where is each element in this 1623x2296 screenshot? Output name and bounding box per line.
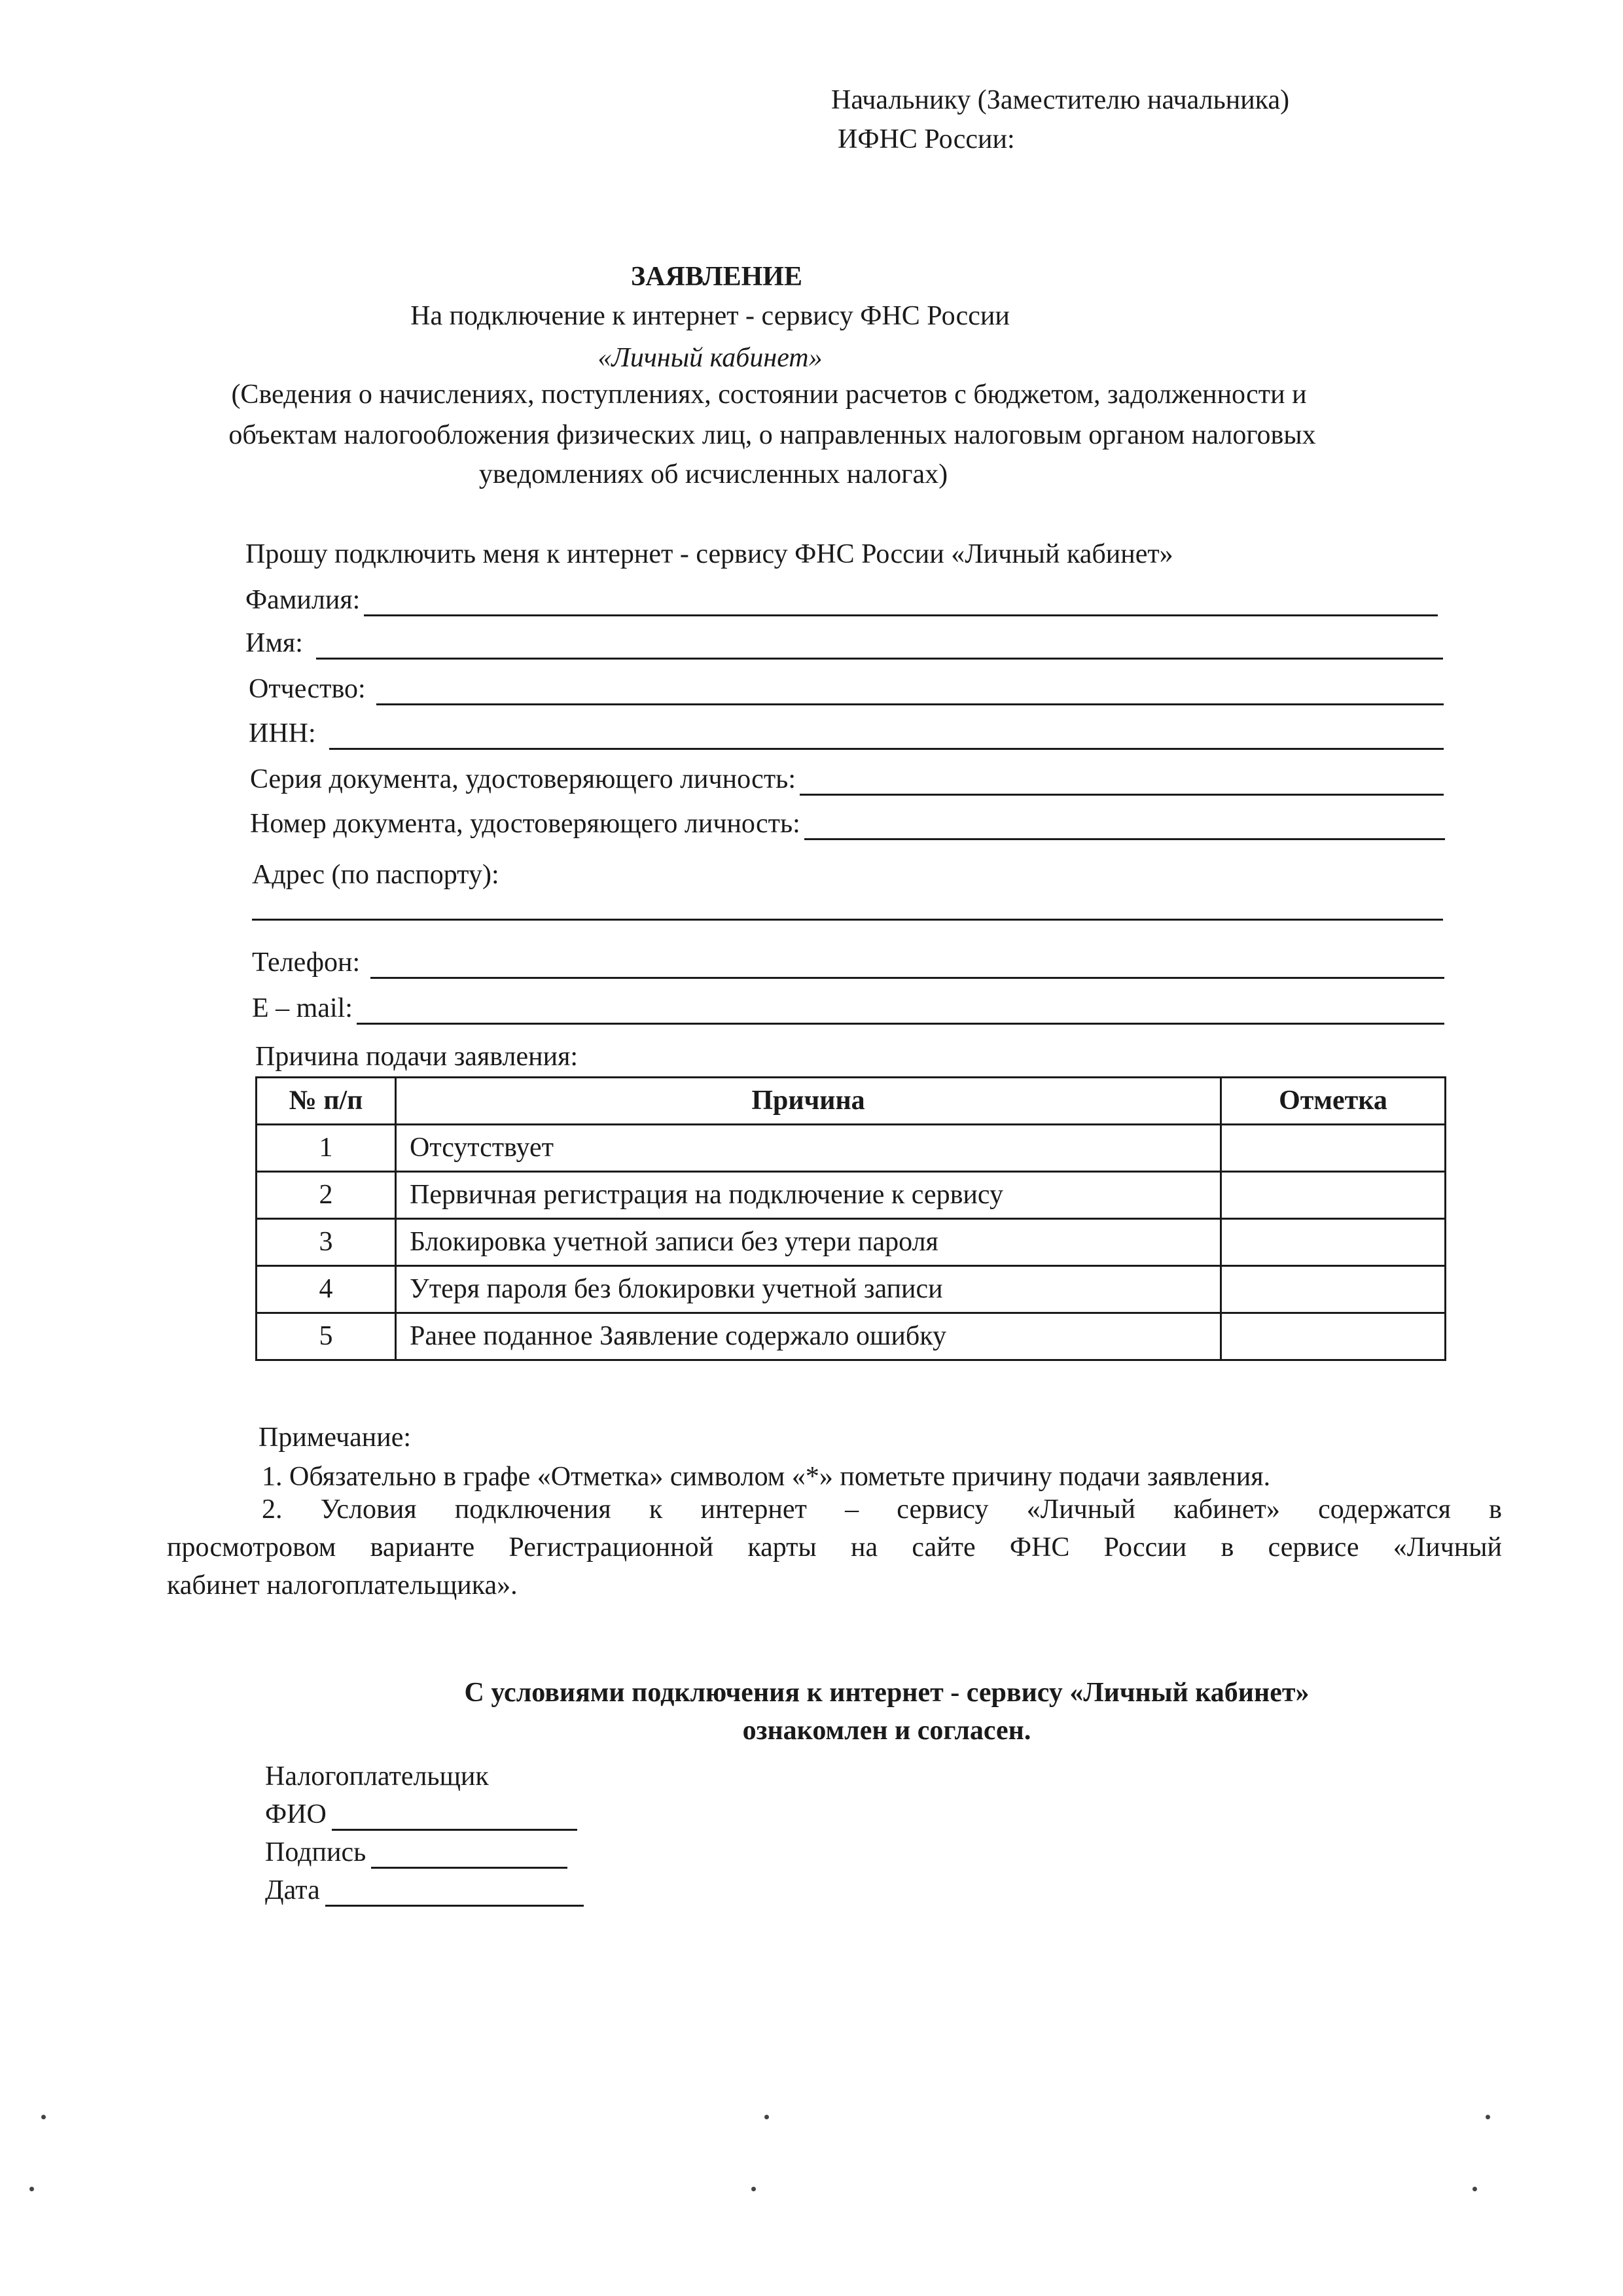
header-mark: Отметка (1221, 1078, 1446, 1125)
reason-label: Причина подачи заявления: (255, 1042, 579, 1072)
patronymic-line[interactable] (376, 677, 1444, 705)
scan-speck (29, 2187, 34, 2191)
fio-line[interactable] (332, 1803, 577, 1831)
note-item-2-line-1: 2. Условия подключения к интернет – сервису «Личный кабинет» содержатся в (262, 1494, 1502, 1525)
row-reason: Отсутствует (396, 1125, 1221, 1172)
reasons-table (255, 1076, 1446, 1361)
surname-label: Фамилия: (245, 585, 361, 615)
service-name: «Личный кабинет» (597, 343, 823, 373)
description-line-2: объектам налогообложения физических лиц, о направленных налоговым органом налоговых (228, 420, 1316, 450)
note-item-1: 1. Обязательно в графе «Отметка» символом «*» пометьте причину подачи заявления. (262, 1462, 1271, 1492)
title-subline: На подключение к интернет - сервису ФНС России (410, 301, 1010, 331)
signature-field[interactable] (265, 1836, 567, 1869)
table-row (257, 1125, 1446, 1172)
note-item-2-line-2: просмотровом варианте Регистрационной карты на сайте ФНС России в сервисе «Личный (167, 1532, 1502, 1563)
notes-label: Примечание: (259, 1422, 412, 1453)
name-line[interactable] (316, 631, 1443, 660)
doc-number-label: Номер документа, удостоверяющего личность: (250, 809, 800, 839)
agreement-line-2: ознакомлен и согласен. (742, 1716, 1031, 1746)
name-label: Имя: (245, 628, 303, 658)
fio-label: ФИО (265, 1799, 327, 1829)
row-number: 3 (257, 1219, 396, 1266)
address-line[interactable] (252, 919, 1443, 921)
phone-label: Телефон: (252, 947, 361, 978)
row-mark-cell[interactable] (1221, 1219, 1446, 1266)
row-reason: Ранее поданное Заявление содержало ошибку (396, 1313, 1221, 1360)
row-number: 1 (257, 1125, 396, 1172)
row-mark-cell[interactable] (1221, 1172, 1446, 1219)
doc-series-line[interactable] (800, 768, 1444, 796)
row-mark-cell[interactable] (1221, 1266, 1446, 1313)
agreement-line-1: С условиями подключения к интернет - сервису «Личный кабинет» (464, 1678, 1310, 1708)
surname-field[interactable] (245, 584, 1438, 616)
row-mark-cell[interactable] (1221, 1313, 1446, 1360)
row-mark-cell[interactable] (1221, 1125, 1446, 1172)
doc-number-line[interactable] (804, 812, 1445, 840)
scan-speck (1486, 2115, 1490, 2119)
date-label: Дата (265, 1875, 320, 1905)
date-field[interactable] (265, 1874, 584, 1907)
signature-line[interactable] (371, 1841, 567, 1869)
name-field[interactable] (245, 627, 1443, 660)
row-number: 4 (257, 1266, 396, 1313)
scan-speck (751, 2187, 756, 2191)
table-row (257, 1313, 1446, 1360)
scan-speck (1472, 2187, 1477, 2191)
inn-line[interactable] (329, 722, 1444, 750)
description-line-3: уведомлениях об исчисленных налогах) (478, 459, 948, 489)
email-line[interactable] (357, 997, 1444, 1025)
description-line-1: (Сведения о начислениях, поступлениях, состоянии расчетов с бюджетом, задолженности и (231, 380, 1307, 410)
row-reason: Первичная регистрация на подключение к сервису (396, 1172, 1221, 1219)
surname-line[interactable] (364, 588, 1438, 616)
doc-series-label: Серия документа, удостоверяющего личность: (250, 764, 796, 794)
date-line[interactable] (325, 1879, 584, 1907)
patronymic-field[interactable] (249, 673, 1444, 705)
scan-speck (764, 2115, 769, 2119)
doc-number-field[interactable] (250, 807, 1445, 840)
addressee-line-2: ИФНС России: (838, 124, 1015, 154)
document-title: ЗАЯВЛЕНИЕ (631, 262, 802, 292)
scan-speck (41, 2115, 46, 2119)
row-number: 5 (257, 1313, 396, 1360)
inn-field[interactable] (249, 717, 1444, 750)
email-label: E – mail: (252, 993, 353, 1023)
row-reason: Утеря пароля без блокировки учетной записи (396, 1266, 1221, 1313)
header-reason: Причина (396, 1078, 1221, 1125)
table-row (257, 1219, 1446, 1266)
signature-label: Подпись (265, 1837, 366, 1867)
table-row (257, 1266, 1446, 1313)
doc-series-field[interactable] (250, 763, 1444, 796)
request-text: Прошу подключить меня к интернет - сервису ФНС России «Личный кабинет» (245, 539, 1173, 569)
header-number: № п/п (257, 1078, 396, 1125)
patronymic-label: Отчество: (249, 674, 366, 704)
row-reason: Блокировка учетной записи без утери пароля (396, 1219, 1221, 1266)
addressee-line-1: Начальнику (Заместителю начальника) (831, 85, 1290, 115)
email-field[interactable] (252, 992, 1444, 1025)
row-number: 2 (257, 1172, 396, 1219)
taxpayer-label: Налогоплательщик (265, 1761, 489, 1792)
table-row (257, 1172, 1446, 1219)
phone-line[interactable] (370, 951, 1444, 979)
phone-field[interactable] (252, 946, 1444, 979)
inn-label: ИНН: (249, 718, 316, 749)
address-label: Адрес (по паспорту): (252, 860, 499, 890)
table-header-row (257, 1078, 1446, 1125)
note-item-2-line-3: кабинет налогоплательщика». (167, 1570, 518, 1600)
fio-field[interactable] (265, 1798, 577, 1831)
